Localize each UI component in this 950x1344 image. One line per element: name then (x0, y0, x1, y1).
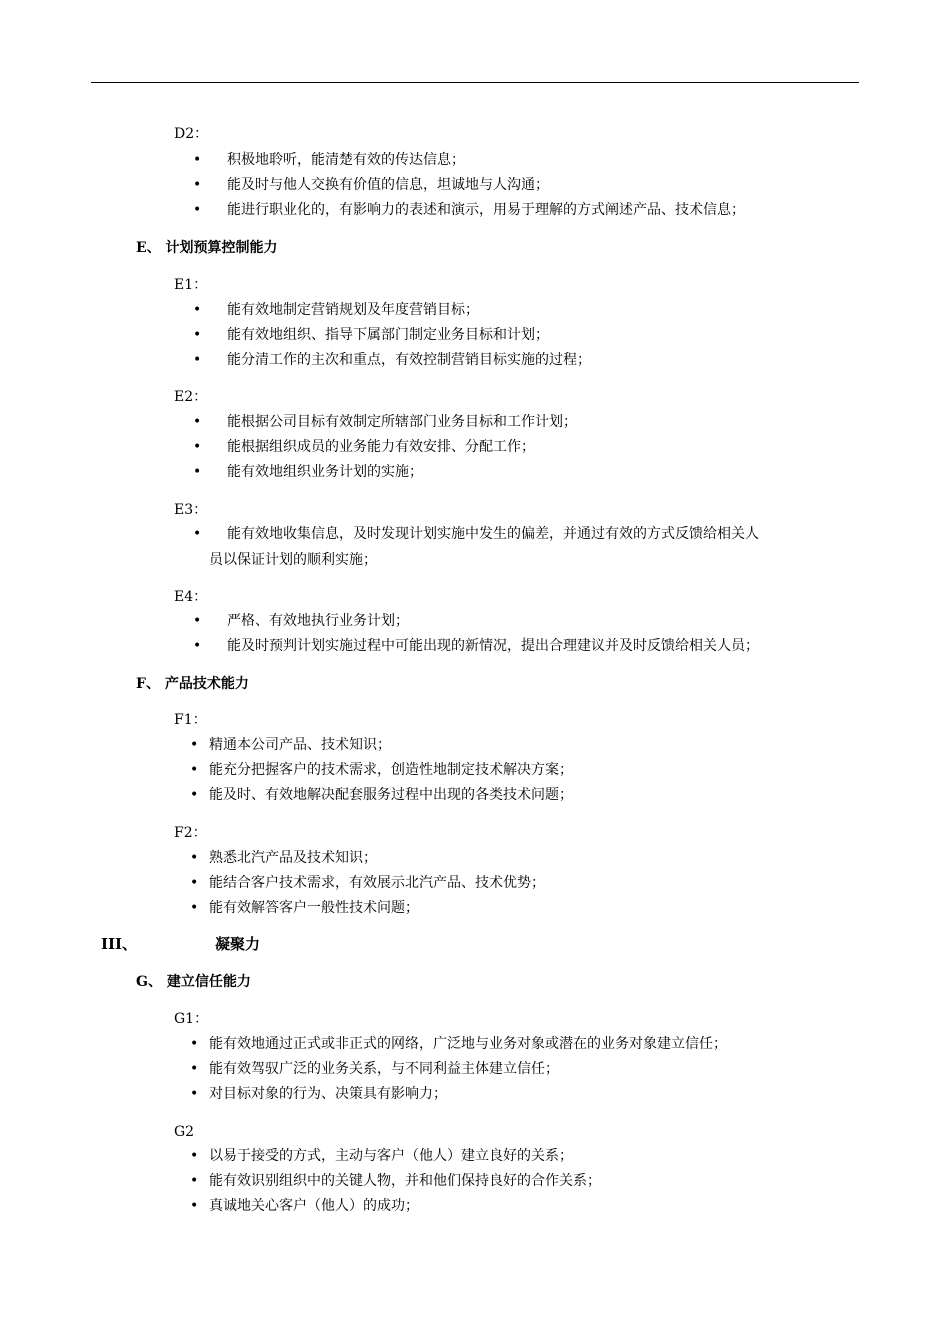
bullet-icon: • (190, 1086, 199, 1102)
subsection-label-f2: F2： (174, 825, 207, 841)
bullet-icon: • (193, 327, 202, 343)
bullet-icon: • (190, 787, 199, 803)
major-heading-iii (101, 934, 261, 954)
subsection-label-g2: G2 (174, 1124, 195, 1140)
section-heading-g: G、 建立信任能力 (136, 974, 251, 990)
bullet-icon: • (190, 900, 199, 916)
bullet-icon: • (190, 762, 199, 778)
bullet-icon: • (190, 1173, 199, 1189)
list-item: • 能有效地收集信息，及时发现计划实施中发生的偏差，并通过有效的方式反馈给相关人 员以保证计划的顺利实施； (193, 526, 759, 568)
bullet-icon: • (193, 302, 202, 318)
bullet-icon: • (190, 875, 199, 891)
bullet-icon: • (193, 613, 202, 629)
bullet-icon: • (193, 414, 202, 430)
bullet-icon: • (193, 177, 202, 193)
bullet-icon: • (190, 850, 199, 866)
bullet-icon: • (190, 1198, 199, 1214)
bullet-icon: • (190, 1036, 199, 1052)
bullet-icon: • (193, 439, 202, 455)
subsection-label-e4: E4： (174, 589, 208, 605)
bullet-icon: • (193, 352, 202, 368)
header-rule (91, 82, 859, 83)
bullet-icon: • (190, 737, 199, 753)
bullet-icon: • (190, 1148, 199, 1164)
subsection-label-g1: G1： (174, 1011, 209, 1027)
bullet-icon: • (193, 202, 202, 218)
subsection-label-e2: E2： (174, 389, 208, 405)
section-heading-e: E、 计划预算控制能力 (136, 240, 278, 256)
bullet-icon: • (193, 526, 202, 542)
bullet-icon: • (193, 638, 202, 654)
subsection-label-f1: F1： (174, 712, 207, 728)
subsection-label-d2: D2： (174, 126, 209, 142)
bullet-icon: • (190, 1061, 199, 1077)
bullet-icon: • (193, 152, 202, 168)
subsection-label-e3: E3： (174, 502, 208, 518)
major-number: III、 (101, 935, 138, 953)
section-heading-f: F、 产品技术能力 (136, 676, 249, 692)
subsection-label-e1: E1： (174, 277, 208, 293)
major-title: 凝聚力 (215, 935, 261, 953)
bullet-icon: • (193, 464, 202, 480)
